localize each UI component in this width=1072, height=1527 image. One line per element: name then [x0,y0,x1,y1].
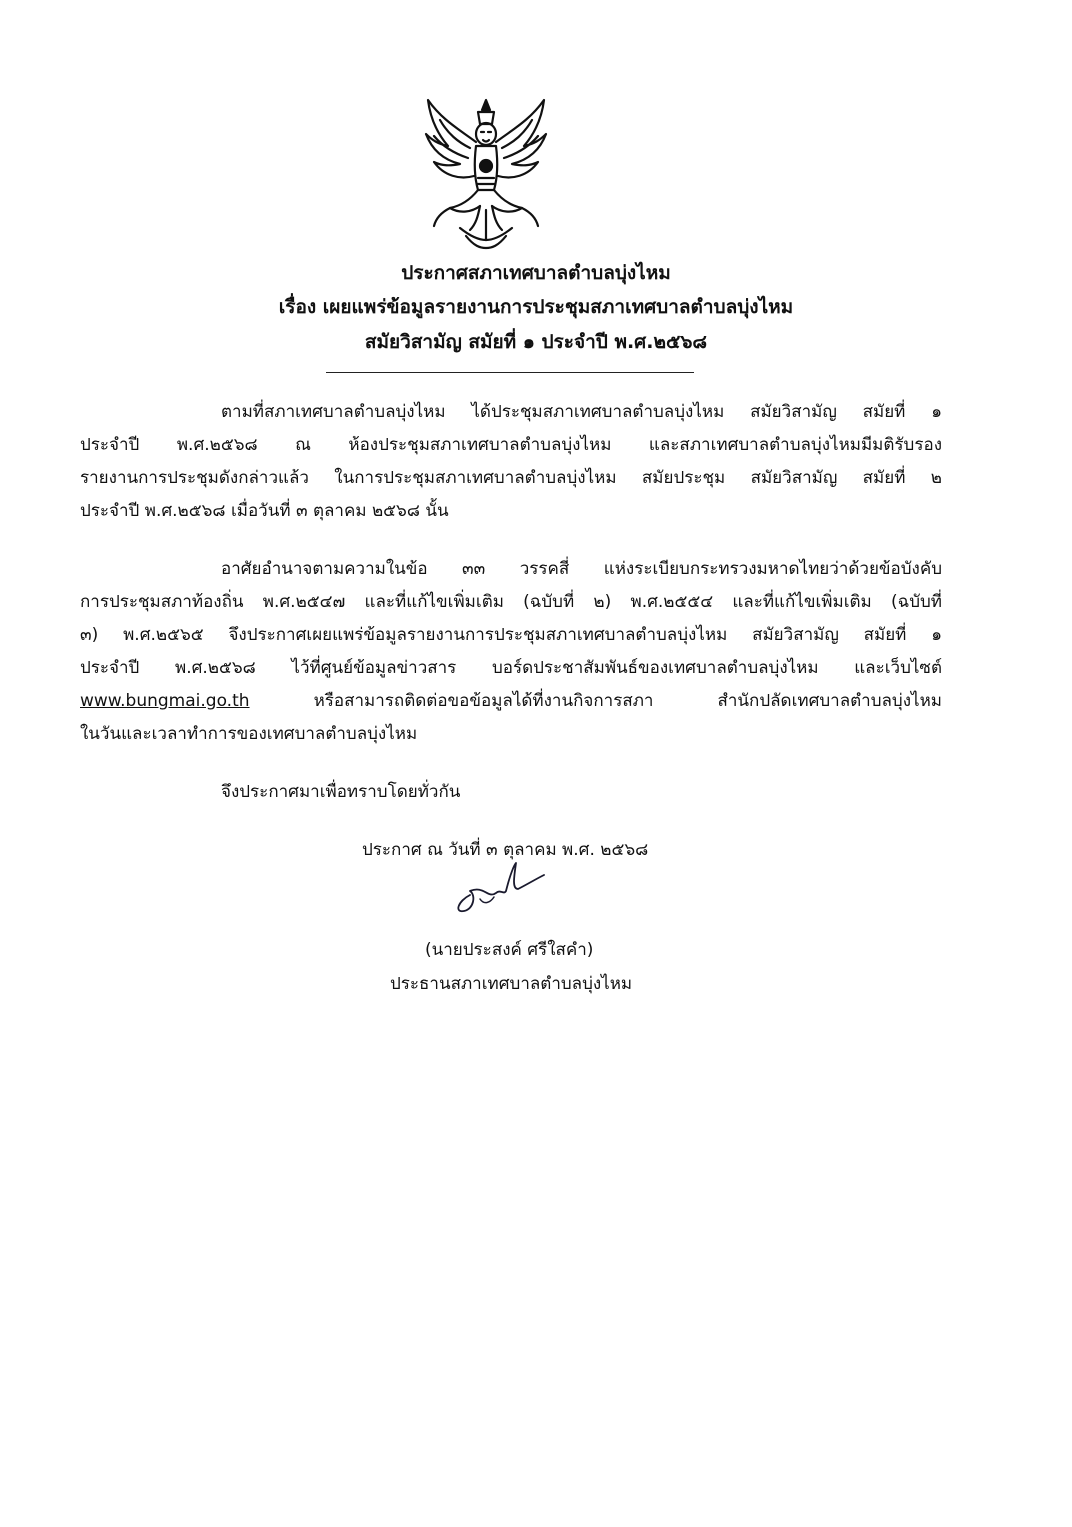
signer-position: ประธานสภาเทศบาลตำบลบุ่งไหม [390,974,633,994]
paragraph1-line: ประจำปี พ.ศ.๒๕๖๘ เมื่อวันที่ ๓ ตุลาคม ๒๕๖๘ นั้น [80,501,449,521]
paragraph2-line: ในวันและเวลาทำการของเทศบาลตำบลบุ่งไหม [80,724,418,744]
paragraph2-line [80,689,942,713]
paragraph2-line5-text: หรือสามารถติดต่อขอข้อมูลได้ที่งานกิจการสภา สำนักปลัดเทศบาลตำบลบุ่งไหม [249,691,942,711]
website-link[interactable]: www.bungmai.go.th [80,691,250,711]
announcement-subject: เรื่อง เผยแพร่ข้อมูลรายงานการประชุมสภาเทศบาลตำบลบุ่งไหม [278,296,794,318]
signer-name: (นายประสงค์ ศรีใสคำ) [425,940,594,960]
announcement-date: ประกาศ ณ วันที่ ๓ ตุลาคม พ.ศ. ๒๕๖๘ [362,840,649,860]
paragraph2-line: อาศัยอำนาจตามความในข้อ ๓๓ วรรคสี่ แห่งระเบียบกระทรวงมหาดไทยว่าด้วยข้อบังคับ [221,559,942,579]
paragraph1-line: ประจำปี พ.ศ.๒๕๖๘ ณ ห้องประชุมสภาเทศบาลตำบลบุ่งไหม และสภาเทศบาลตำบลบุ่งไหมมีมติรับรอง [80,435,942,455]
paragraph2-line: ประจำปี พ.ศ.๒๕๖๘ ไว้ที่ศูนย์ข้อมูลข่าวสาร บอร์ดประชาสัมพันธ์ของเทศบาลตำบลบุ่งไหม และเว็บไซต์ [80,658,942,678]
announcement-session: สมัยวิสามัญ สมัยที่ ๑ ประจำปี พ.ศ.๒๕๖๘ [364,331,708,353]
announcement-title: ประกาศสภาเทศบาลตำบลบุ่งไหม [401,262,671,284]
paragraph2-line: ๓) พ.ศ.๒๕๖๕ จึงประกาศเผยแพร่ข้อมูลรายงานการประชุมสภาเทศบาลตำบลบุ่งไหม สมัยวิสามัญ สมัยที่ ๑ [80,625,942,645]
handwritten-signature [440,855,550,925]
title-divider [326,372,694,373]
garuda-emblem-icon [420,90,552,250]
paragraph2-line: การประชุมสภาท้องถิ่น พ.ศ.๒๕๔๗ และที่แก้ไขเพิ่มเติม (ฉบับที่ ๒) พ.ศ.๒๕๕๔ และที่แก้ไขเพิ่มเติม (ฉบับที่ [80,592,942,612]
paragraph1-line: รายงานการประชุมดังกล่าวแล้ว ในการประชุมสภาเทศบาลตำบลบุ่งไหม สมัยประชุม สมัยวิสามัญ สมัยที่ ๒ [80,468,942,488]
paragraph1-line: ตามที่สภาเทศบาลตำบลบุ่งไหม ได้ประชุมสภาเทศบาลตำบลบุ่งไหม สมัยวิสามัญ สมัยที่ ๑ [221,402,942,422]
closing-statement: จึงประกาศมาเพื่อทราบโดยทั่วกัน [221,782,461,802]
